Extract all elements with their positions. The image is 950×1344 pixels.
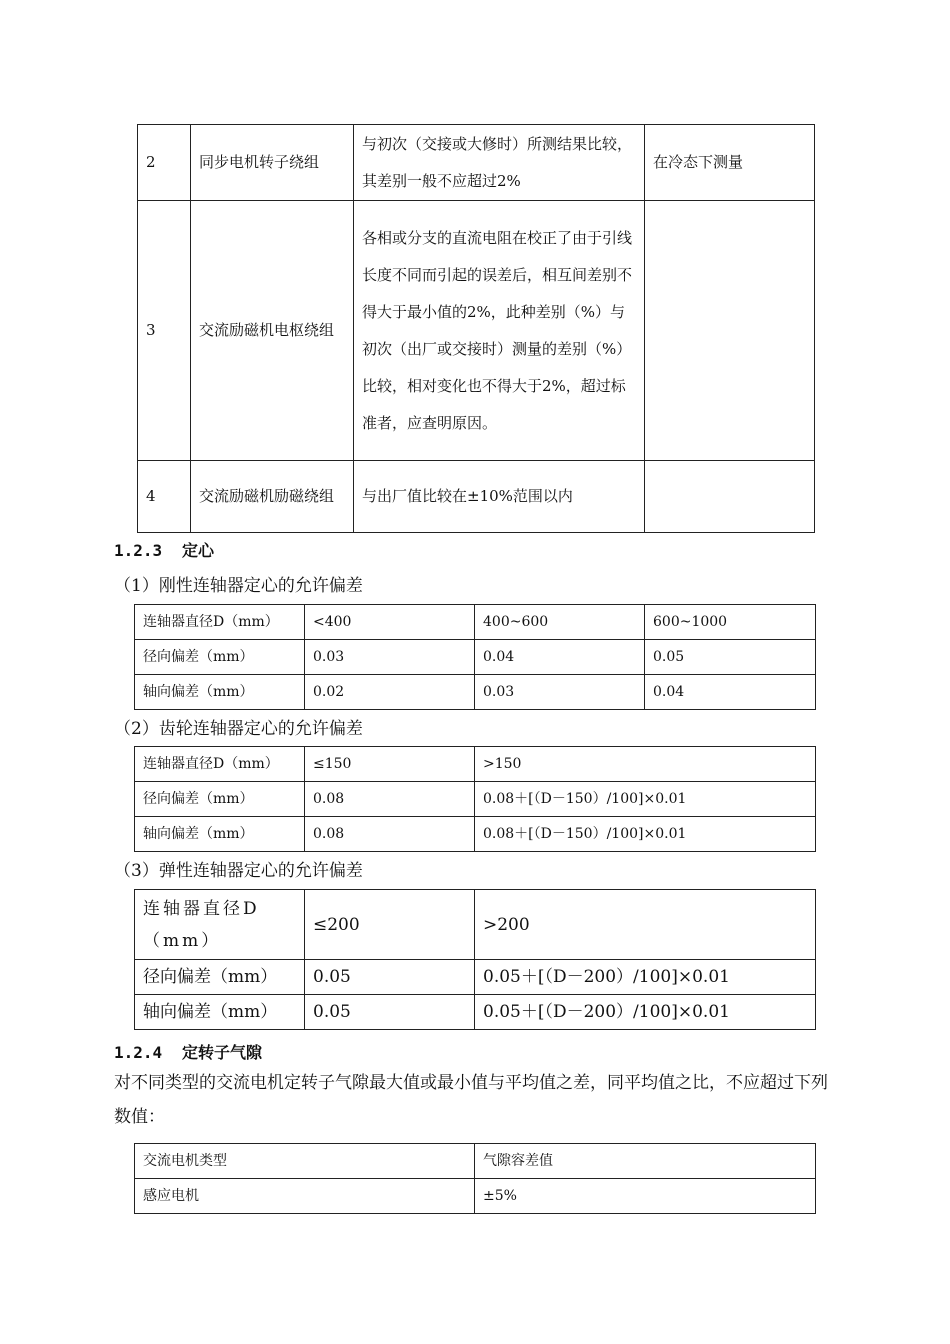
header-cell: 连轴器直径D（mm）: [135, 890, 305, 960]
header-cell: 连轴器直径D（mm）: [135, 605, 305, 640]
value-cell: 0.05: [305, 995, 475, 1030]
value-cell: 0.08: [305, 782, 475, 817]
header-cell: >200: [475, 890, 816, 960]
table-row: [135, 817, 816, 852]
value-cell: 0.04: [645, 675, 816, 710]
table-row: [135, 782, 816, 817]
section-number: 1.2.3: [114, 541, 163, 560]
table-row: [135, 640, 816, 675]
rigid-coupling-caption: （1）刚性连轴器定心的允许偏差: [114, 576, 363, 596]
row-label: 轴向偏差（mm）: [135, 675, 305, 710]
row-label: 轴向偏差（mm）: [135, 817, 305, 852]
value-cell: 0.05: [305, 960, 475, 995]
header-cell: ≤150: [305, 747, 475, 782]
table-row: [135, 1144, 816, 1179]
section-number: 1.2.4: [114, 1043, 163, 1062]
test-item: 交流励磁机电枢绕组: [191, 201, 354, 461]
value-cell: 0.05＋[（D－200）/100]×0.01: [475, 995, 816, 1030]
section-title: 定转子气隙: [182, 1043, 263, 1062]
row-label: 径向偏差（mm）: [135, 782, 305, 817]
value-cell: 0.05＋[（D－200）/100]×0.01: [475, 960, 816, 995]
header-cell: 600~1000: [645, 605, 816, 640]
resistance-table: [137, 124, 815, 533]
criterion: 与出厂值比较在±10%范围以内: [354, 461, 645, 533]
header-cell: >150: [475, 747, 816, 782]
value-cell: 0.03: [475, 675, 645, 710]
gap-paragraph: 对不同类型的交流电机定转子气隙最大值或最小值与平均值之差，同平均值之比，不应超过下列数值：: [114, 1073, 828, 1127]
section-heading-1-2-3: [114, 538, 214, 561]
table-row: [138, 461, 815, 533]
header-cell: <400: [305, 605, 475, 640]
table-row: [135, 675, 816, 710]
table-row: [135, 960, 816, 995]
table-row: [138, 201, 815, 461]
header-cell: ≤200: [305, 890, 475, 960]
row-number: 2: [138, 125, 191, 201]
header-cell: 气隙容差值: [475, 1144, 816, 1179]
criterion: 各相或分支的直流电阻在校正了由于引线长度不同而引起的误差后，相互间差别不得大于最小值的2%，此种差别（%）与初次（出厂或交接时）测量的差别（%）比较，相对变化也不得大于2%，超过标准者，应查明原因。: [354, 201, 645, 461]
value-cell: 0.08＋[（D－150）/100]×0.01: [475, 817, 816, 852]
value-cell: 0.04: [475, 640, 645, 675]
table-row: [135, 747, 816, 782]
table-row: [135, 890, 816, 960]
test-item: 交流励磁机励磁绕组: [191, 461, 354, 533]
value-cell: 0.08＋[（D－150）/100]×0.01: [475, 782, 816, 817]
section-title: 定心: [182, 541, 215, 560]
gap-tolerance-table: [134, 1143, 816, 1214]
header-cell: 交流电机类型: [135, 1144, 475, 1179]
table-row: [138, 125, 815, 201]
elastic-coupling-table: [134, 889, 816, 1030]
gear-coupling-table: [134, 746, 816, 852]
row-number: 3: [138, 201, 191, 461]
row-label: 径向偏差（mm）: [135, 960, 305, 995]
row-label: 轴向偏差（mm）: [135, 995, 305, 1030]
section-heading-1-2-4: [114, 1040, 262, 1063]
value-cell: 0.05: [645, 640, 816, 675]
elastic-coupling-caption: （3）弹性连轴器定心的允许偏差: [114, 861, 363, 881]
criterion: 与初次（交接或大修时）所测结果比较，其差别一般不应超过2%: [354, 125, 645, 201]
value-cell: 0.08: [305, 817, 475, 852]
row-label: 感应电机: [135, 1179, 475, 1214]
note: [645, 201, 815, 461]
value-cell: ±5%: [475, 1179, 816, 1214]
note: [645, 461, 815, 533]
value-cell: 0.03: [305, 640, 475, 675]
header-cell: 400~600: [475, 605, 645, 640]
row-label: 径向偏差（mm）: [135, 640, 305, 675]
test-item: 同步电机转子绕组: [191, 125, 354, 201]
value-cell: 0.02: [305, 675, 475, 710]
table-row: [135, 995, 816, 1030]
row-number: 4: [138, 461, 191, 533]
table-row: [135, 1179, 816, 1214]
note: 在冷态下测量: [645, 125, 815, 201]
table-row: [135, 605, 816, 640]
header-cell: 连轴器直径D（mm）: [135, 747, 305, 782]
rigid-coupling-table: [134, 604, 816, 710]
gear-coupling-caption: （2）齿轮连轴器定心的允许偏差: [114, 719, 363, 739]
